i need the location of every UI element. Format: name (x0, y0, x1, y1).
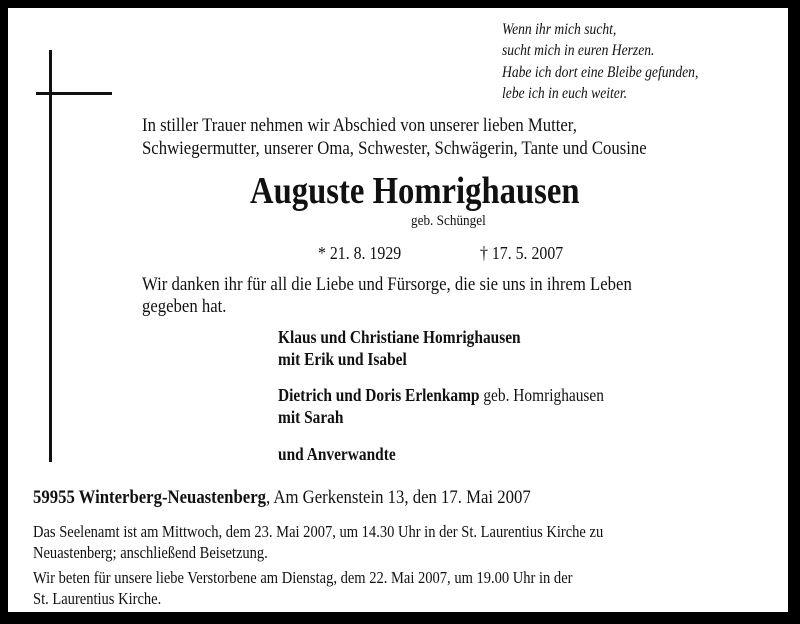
birth-date: * 21. 8. 1929 (318, 243, 402, 263)
poem-line: Habe ich dort eine Bleibe gefunden, (502, 64, 699, 81)
family-line: und Anverwandte (278, 444, 396, 464)
family-line: mit Sarah (278, 407, 344, 427)
cross-icon-bar (36, 92, 112, 95)
maiden-name: geb. Schüngel (411, 213, 486, 229)
poem-line: sucht mich in euren Herzen. (502, 42, 655, 59)
family-line: mit Erik und Isabel (278, 349, 407, 369)
address-line (33, 488, 531, 507)
prayer-line: St. Laurentius Kirche. (33, 589, 162, 608)
thanks-line: gegeben hat. (142, 296, 227, 317)
poem-line: Wenn ihr mich sucht, (502, 21, 617, 38)
service-line: Das Seelenamt ist am Mittwoch, dem 23. Mai 2007, um 14.30 Uhr in der St. Laurentius Kirche zu (33, 522, 604, 541)
death-date: † 17. 5. 2007 (480, 243, 564, 263)
family-maiden: geb. Homrighausen (479, 385, 604, 405)
address-rest: , Am Gerkenstein 13, den 17. Mai 2007 (265, 487, 531, 508)
family-name: Dietrich und Doris Erlenkamp (278, 385, 480, 405)
poem-line: lebe ich in euch weiter. (502, 85, 628, 102)
address-town: 59955 Winterberg-Neuastenberg (33, 487, 266, 508)
intro-line: In stiller Trauer nehmen wir Abschied von unserer lieben Mutter, (142, 115, 577, 136)
service-line: Neuastenberg; anschließend Beisetzung. (33, 543, 268, 562)
prayer-line: Wir beten für unsere liebe Verstorbene am Dienstag, dem 22. Mai 2007, um 19.00 Uhr in der (33, 568, 573, 587)
family-line: Klaus und Christiane Homrighausen (278, 327, 521, 347)
family-line (278, 387, 604, 405)
cross-icon (49, 50, 52, 462)
deceased-name: Auguste Homrighausen (250, 170, 580, 212)
intro-line: Schwiegermutter, unserer Oma, Schwester, Schwägerin, Tante und Cousine (142, 138, 647, 159)
thanks-line: Wir danken ihr für all die Liebe und Fürsorge, die sie uns in ihrem Leben (142, 274, 632, 295)
